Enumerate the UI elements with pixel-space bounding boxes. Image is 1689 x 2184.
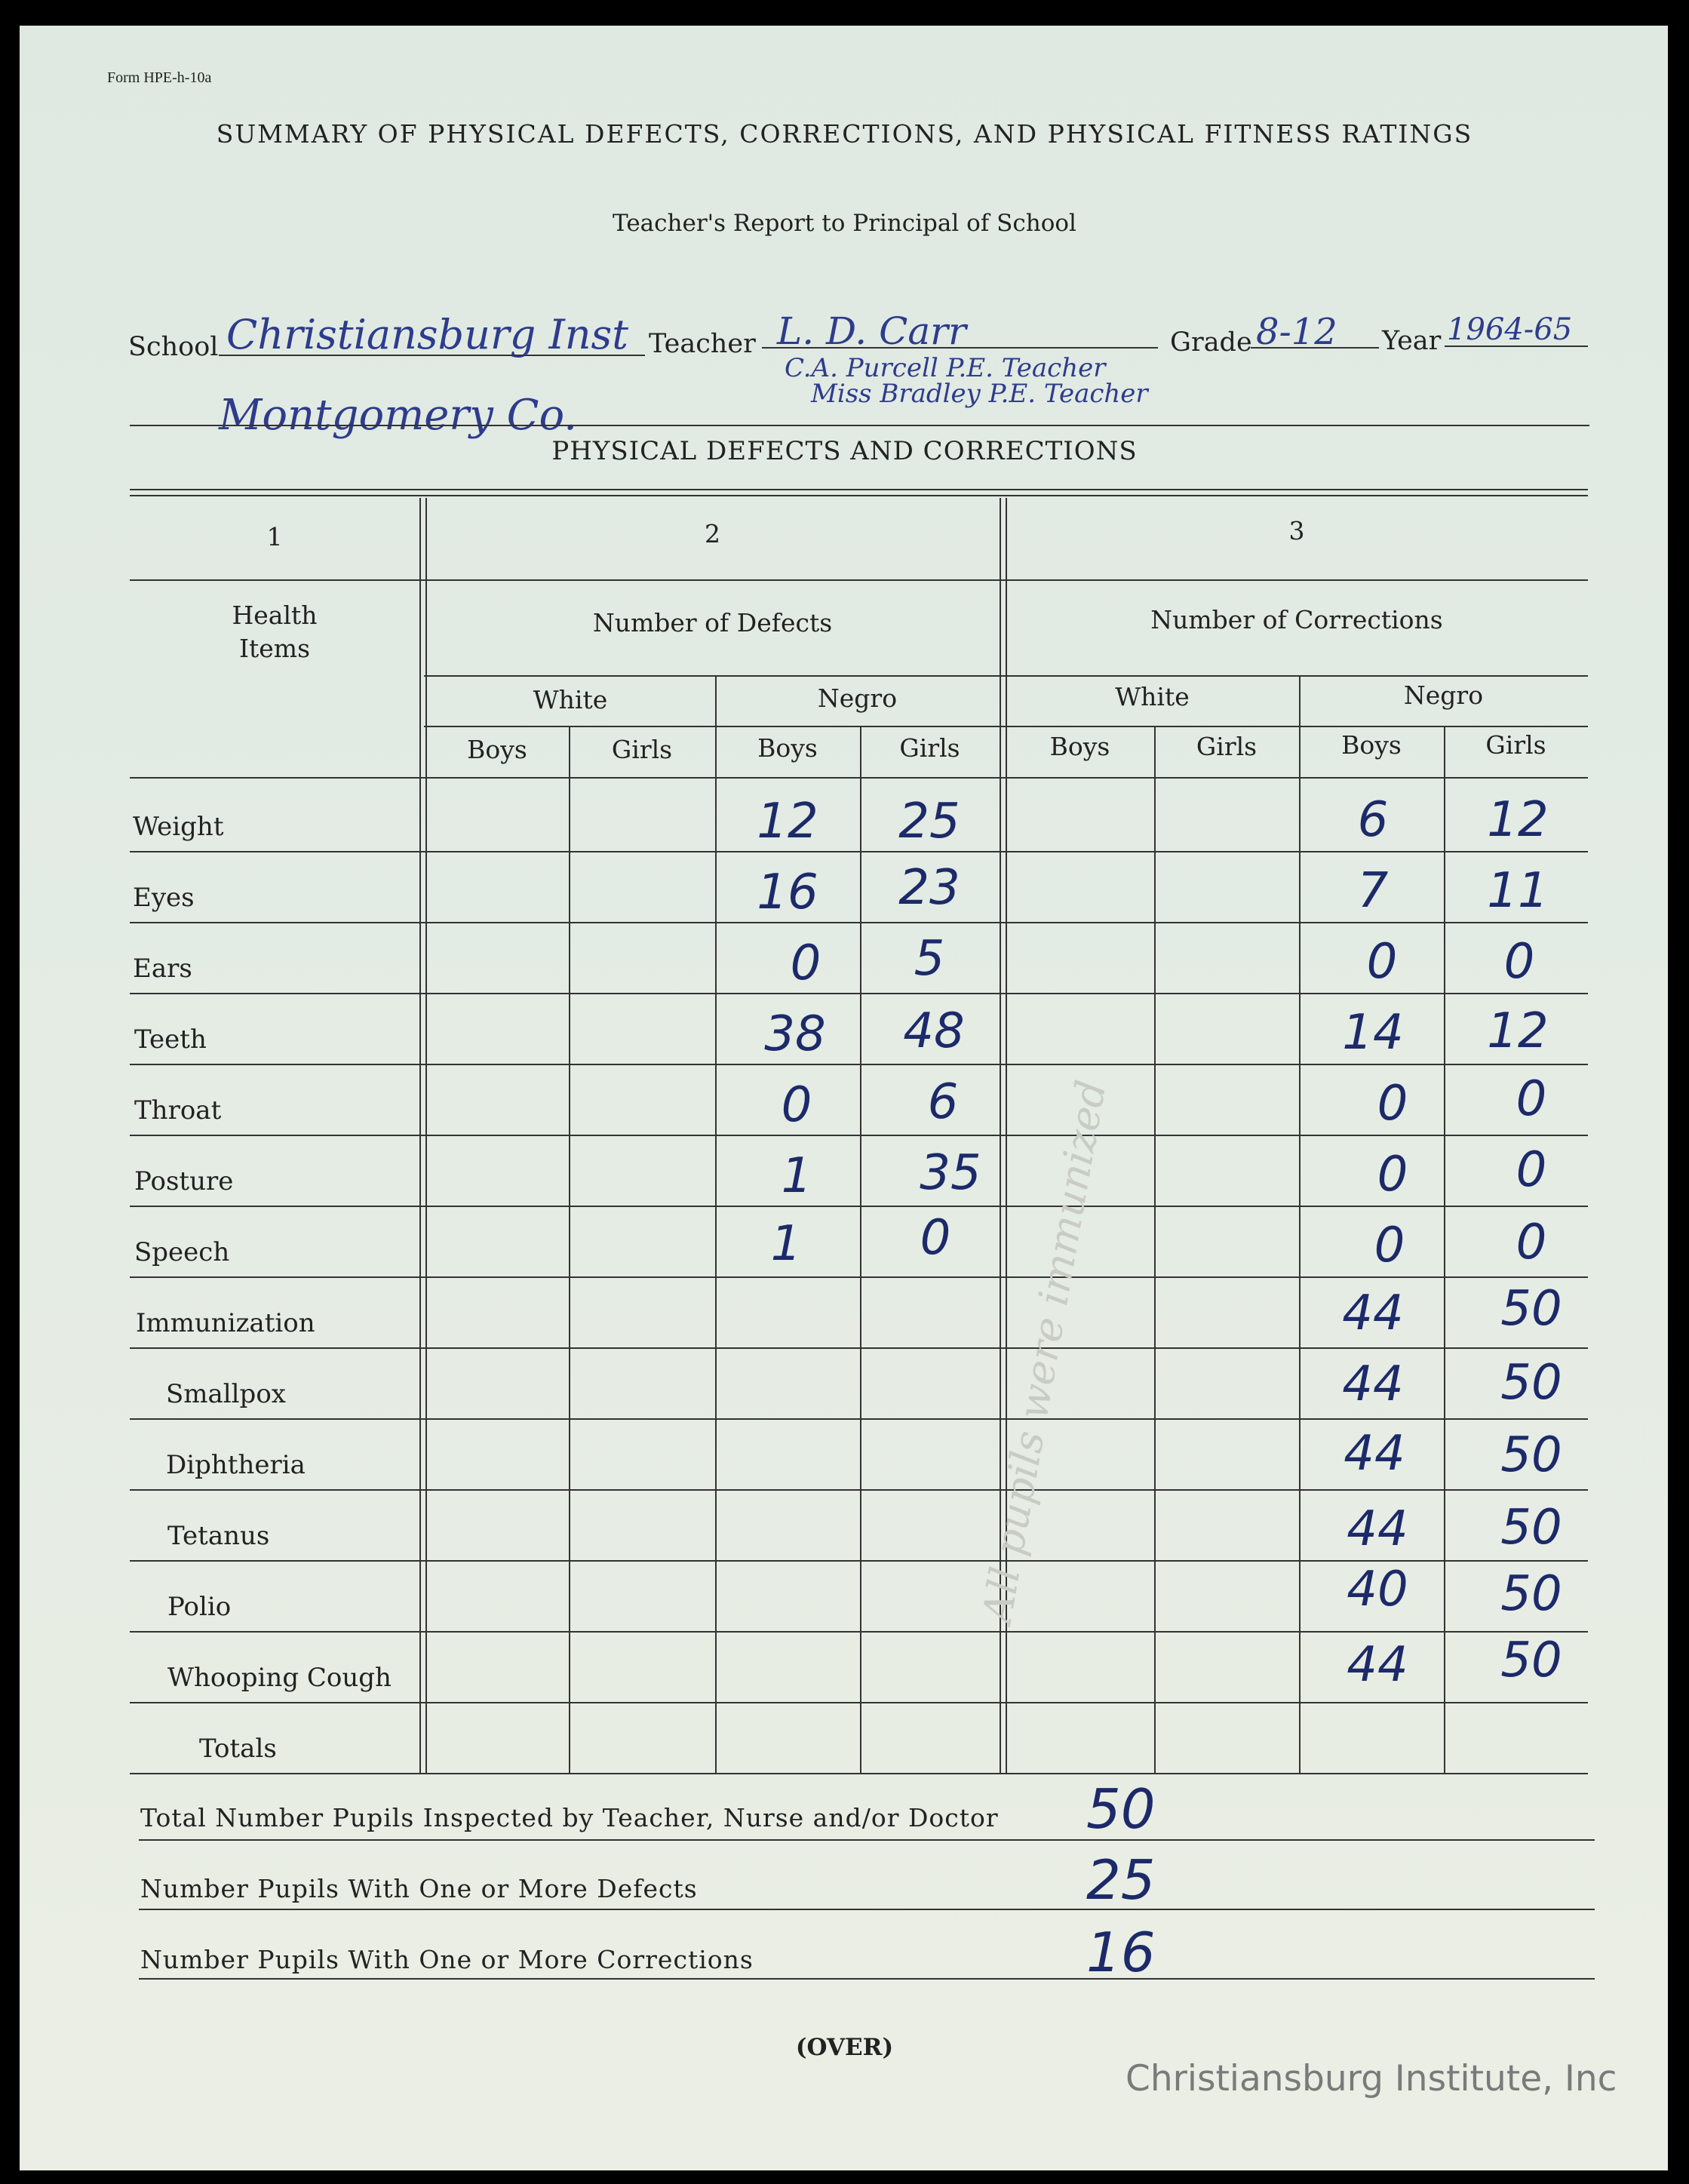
defects-white-header: White — [533, 685, 608, 714]
corrections-white-boys-header: Boys — [1049, 732, 1110, 761]
eyes-corrections-negro-boys: 7 — [1357, 863, 1389, 919]
teacher-label: Teacher — [649, 329, 756, 359]
year-value: 1964-65 — [1447, 312, 1573, 347]
posture-defects-negro-boys: 1 — [781, 1148, 812, 1204]
watermark: Christiansburg Institute, Inc — [1125, 2058, 1617, 2100]
row-label-totals: Totals — [199, 1734, 277, 1764]
form-subtitle: Teacher's Report to Principal of School — [613, 210, 1076, 237]
teeth-corrections-negro-girls: 12 — [1487, 1003, 1549, 1059]
col1-number: 1 — [266, 522, 283, 551]
health-items-header: Health Items — [232, 601, 318, 663]
summary-corrections-label: Number Pupils With One or More Corrections — [140, 1945, 754, 1974]
speech-corrections-negro-girls: 0 — [1515, 1215, 1547, 1270]
corrections-negro-boys-header: Boys — [1341, 730, 1402, 760]
summary-inspected-label: Total Number Pupils Inspected by Teacher, Nurse and/or Doctor — [140, 1803, 999, 1832]
defects-white-boys-header: Boys — [467, 735, 527, 764]
teacher-note-1: C.A. Purcell P.E. Teacher — [785, 353, 1106, 383]
grade-label: Grade — [1170, 327, 1252, 358]
immunization-corrections-negro-girls: 50 — [1500, 1281, 1562, 1337]
speech-corrections-negro-boys: 0 — [1374, 1218, 1405, 1273]
defects-white-girls-header: Girls — [611, 735, 673, 764]
row-label-eyes: Eyes — [133, 883, 195, 913]
row-label-immunization: Immunization — [136, 1308, 315, 1338]
school-label: School — [128, 332, 219, 362]
county-value: Montgomery Co. — [219, 391, 578, 440]
immunization-corrections-negro-boys: 44 — [1342, 1286, 1404, 1341]
defects-negro-header: Negro — [817, 683, 898, 713]
summary-corrections-value: 16 — [1086, 1921, 1156, 1984]
row-label-polio: Polio — [167, 1592, 232, 1622]
teeth-corrections-negro-boys: 14 — [1342, 1005, 1404, 1061]
whooping-cough-corrections-negro-girls: 50 — [1500, 1633, 1562, 1688]
form-title: SUMMARY OF PHYSICAL DEFECTS, CORRECTIONS, AND PHYSICAL FITNESS RATINGS — [216, 119, 1473, 149]
defects-negro-girls-header: Girls — [899, 733, 960, 763]
teeth-defects-negro-girls: 48 — [903, 1003, 965, 1059]
col2-number: 2 — [705, 519, 720, 548]
over-label: (OVER) — [795, 2034, 894, 2061]
row-label-speech: Speech — [134, 1237, 230, 1267]
pencil-note: All pupils were immunized — [973, 1077, 1116, 1626]
weight-defects-negro-girls: 25 — [898, 794, 960, 849]
posture-corrections-negro-boys: 0 — [1377, 1147, 1408, 1203]
eyes-corrections-negro-girls: 11 — [1487, 863, 1549, 919]
polio-corrections-negro-girls: 50 — [1500, 1566, 1562, 1622]
teeth-defects-negro-boys: 38 — [764, 1006, 826, 1062]
diphtheria-corrections-negro-boys: 44 — [1344, 1426, 1405, 1482]
speech-defects-negro-girls: 0 — [920, 1210, 951, 1266]
row-label-ears: Ears — [133, 954, 192, 984]
col3-number: 3 — [1288, 516, 1305, 545]
ears-defects-negro-girls: 5 — [914, 931, 945, 987]
posture-corrections-negro-girls: 0 — [1515, 1142, 1547, 1198]
teacher-note-2: Miss Bradley P.E. Teacher — [811, 379, 1148, 409]
ears-corrections-negro-girls: 0 — [1503, 934, 1535, 990]
grade-value: 8-12 — [1256, 311, 1337, 353]
teacher-value: L. D. Carr — [777, 309, 966, 353]
throat-defects-negro-girls: 6 — [927, 1074, 959, 1130]
diphtheria-corrections-negro-girls: 50 — [1500, 1427, 1562, 1483]
row-label-teeth: Teeth — [134, 1024, 207, 1055]
weight-defects-negro-boys: 12 — [757, 794, 818, 849]
corrections-white-girls-header: Girls — [1196, 732, 1258, 761]
section-title: PHYSICAL DEFECTS AND CORRECTIONS — [551, 436, 1138, 466]
row-label-weight: Weight — [133, 812, 224, 842]
row-label-diphtheria: Diphtheria — [166, 1450, 306, 1480]
summary-defects-label: Number Pupils With One or More Defects — [140, 1874, 698, 1903]
throat-defects-negro-boys: 0 — [781, 1077, 812, 1133]
corrections-negro-header: Negro — [1403, 680, 1484, 710]
tetanus-corrections-negro-girls: 50 — [1500, 1500, 1562, 1556]
row-label-tetanus: Tetanus — [167, 1521, 270, 1551]
posture-defects-negro-girls: 35 — [920, 1145, 981, 1201]
tetanus-corrections-negro-boys: 44 — [1347, 1501, 1408, 1557]
ears-defects-negro-boys: 0 — [790, 935, 821, 991]
ears-corrections-negro-boys: 0 — [1366, 934, 1398, 990]
corrections-header: Number of Corrections — [1150, 605, 1443, 634]
summary-inspected-value: 50 — [1086, 1777, 1156, 1841]
speech-defects-negro-boys: 1 — [770, 1216, 802, 1272]
form-id: Form HPE-h-10a — [107, 69, 212, 86]
row-label-posture: Posture — [134, 1166, 234, 1196]
throat-corrections-negro-boys: 0 — [1377, 1076, 1408, 1132]
corrections-white-header: White — [1115, 682, 1190, 711]
throat-corrections-negro-girls: 0 — [1515, 1071, 1547, 1127]
school-value: Christiansburg Inst — [226, 311, 628, 358]
smallpox-corrections-negro-boys: 44 — [1342, 1356, 1404, 1412]
weight-corrections-negro-boys: 6 — [1357, 792, 1389, 848]
defects-negro-boys-header: Boys — [757, 733, 818, 763]
summary-defects-value: 25 — [1086, 1848, 1156, 1912]
eyes-defects-negro-girls: 23 — [898, 860, 960, 916]
year-label: Year — [1382, 326, 1442, 356]
corrections-negro-girls-header: Girls — [1485, 730, 1546, 760]
row-label-smallpox: Smallpox — [166, 1379, 286, 1409]
whooping-cough-corrections-negro-boys: 44 — [1347, 1637, 1408, 1693]
weight-corrections-negro-girls: 12 — [1487, 792, 1549, 848]
smallpox-corrections-negro-girls: 50 — [1500, 1355, 1562, 1411]
row-label-whooping-cough: Whooping Cough — [167, 1663, 392, 1693]
polio-corrections-negro-boys: 40 — [1347, 1562, 1408, 1617]
eyes-defects-negro-boys: 16 — [757, 865, 818, 920]
row-label-throat: Throat — [134, 1095, 222, 1126]
defects-header: Number of Defects — [592, 608, 833, 637]
